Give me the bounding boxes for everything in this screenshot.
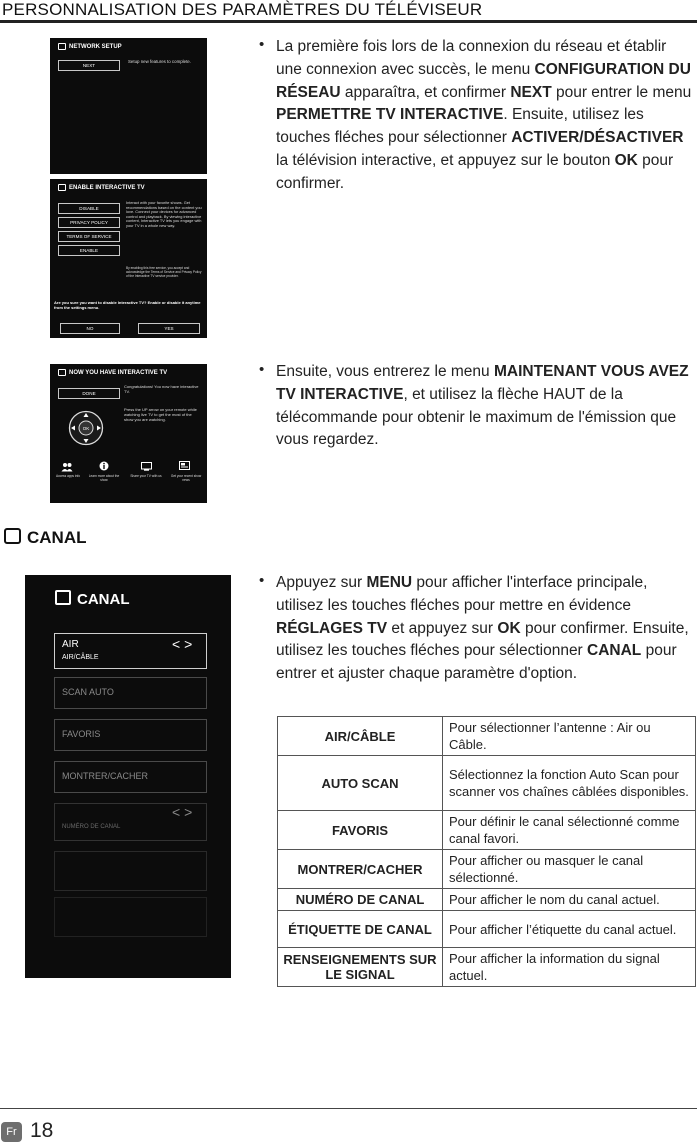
canal-options-table xyxy=(277,716,696,987)
canal-favoris-label: FAVORIS xyxy=(62,729,101,739)
canal-air-label: AIR xyxy=(62,639,79,650)
page-number: 18 xyxy=(30,1119,54,1142)
table-value: Pour afficher ou masquer le canal sélectionné. xyxy=(443,850,696,889)
table-value: Pour définir le canal sélectionné comme canal favori. xyxy=(443,811,696,850)
enable-interactive-title: ENABLE INTERACTIVE TV xyxy=(58,184,145,191)
canal-menu-screenshot xyxy=(25,575,231,978)
icon-label-access-apps: Access apps info xyxy=(55,474,81,478)
news-icon xyxy=(179,461,190,471)
canal-menu-title: CANAL xyxy=(55,590,130,608)
table-row xyxy=(278,850,696,889)
table-row xyxy=(278,889,696,911)
next-button: NEXT xyxy=(58,60,120,71)
table-key: AIR/CÂBLE xyxy=(278,717,443,756)
canal-favoris-row xyxy=(54,719,207,751)
terms-of-service-button: TERMS OF SERVICE xyxy=(58,231,120,242)
table-row xyxy=(278,756,696,811)
network-setup-title: NETWORK SETUP xyxy=(58,43,122,50)
bullet-3-paragraph: Appuyez sur MENU pour afficher l'interface principale, utilisez les touches fléches pour mettre en évidence RÉGLAGES TV et appuyez sur OK pour confirmer. Ensuite, utilisez les touches fléches pour sélectionner CANAL pour entrer et ajuster chaque paramètre d'option. xyxy=(276,574,689,683)
yes-button: YES xyxy=(138,323,200,334)
remote-dpad-icon xyxy=(68,410,104,446)
canal-numero-arrows: < > xyxy=(172,804,193,820)
menu-box-icon xyxy=(58,43,66,50)
bullet-2-marker: • xyxy=(259,361,265,378)
table-value: Pour afficher la information du signal actuel. xyxy=(443,948,696,987)
canal-numero-row xyxy=(54,803,207,841)
canal-montrer-label: MONTRER/CACHER xyxy=(62,771,149,781)
info-icon xyxy=(99,461,109,471)
table-value: Pour afficher l’étiquette du canal actuel. xyxy=(443,911,696,948)
table-key: FAVORIS xyxy=(278,811,443,850)
canal-scan-auto-label: SCAN AUTO xyxy=(62,687,114,697)
language-badge: Fr xyxy=(1,1122,22,1142)
canal-numero-label: NUMÉRO DE CANAL xyxy=(62,824,121,830)
disable-button: DISABLE xyxy=(58,203,120,214)
enable-interactive-screenshot xyxy=(50,179,207,338)
table-key: RENSEIGNEMENTS SUR LE SIGNAL xyxy=(278,948,443,987)
bullet-3-marker: • xyxy=(259,572,265,589)
privacy-policy-button: PRIVACY POLICY xyxy=(58,217,120,228)
canal-dim-row xyxy=(54,897,207,937)
menu-box-icon xyxy=(55,590,71,605)
dpad-ok-label: OK xyxy=(82,426,90,431)
table-key: ÉTIQUETTE DE CANAL xyxy=(278,911,443,948)
enable-interactive-text: Interact with your favorite shows. Get recommendations based on the content you love. Connect your devices for advanced control and playback. By viewing interactive content, Interactive TV lets you engage with your TV in a whole new way. xyxy=(126,200,202,228)
section-box-icon xyxy=(4,528,21,544)
table-key: MONTRER/CACHER xyxy=(278,850,443,889)
section-heading-canal: CANAL xyxy=(4,528,87,548)
enable-interactive-fine-print: By enabling this free service, you accept and acknowledge the Terms of Service and Privacy Policy of the Interactive TV service provider. xyxy=(126,266,202,278)
header-rule xyxy=(0,20,697,23)
icon-label-share-tv: Share your TV with us xyxy=(130,474,162,478)
table-row xyxy=(278,911,696,948)
bullet-1-paragraph: La première fois lors de la connexion du réseau et établir une connexion avec succès, le menu CONFIGURATION DU RÉSEAU apparaîtra, et confirmer NEXT pour entrer le menu PERMETTRE TV INTERACTIVE. Ensuite, utilisez les touches fléches pour sélectionner ACTIVER/DÉSACTIVER la télévision interactive, et appuyez sur le bouton OK pour confirmer. xyxy=(276,38,692,192)
done-button: DONE xyxy=(58,388,120,399)
table-key: AUTO SCAN xyxy=(278,756,443,811)
now-interactive-screenshot xyxy=(50,364,207,503)
now-interactive-text-2: Press the UP arrow on your remote while watching live TV to get the most of the show you are watching. xyxy=(124,407,197,422)
icon-label-learn-more: Learn more about the show xyxy=(88,474,120,482)
share-tv-icon xyxy=(141,462,152,471)
table-row xyxy=(278,811,696,850)
bullet-1-marker: • xyxy=(259,36,265,53)
table-key: NUMÉRO DE CANAL xyxy=(278,889,443,911)
now-interactive-text-1: Congratulations! You now have interactive TV. xyxy=(124,384,199,394)
canal-air-row xyxy=(54,633,207,669)
network-setup-text: Setup new features to complete. xyxy=(128,59,191,64)
table-value: Pour afficher le nom du canal actuel. xyxy=(443,889,696,911)
now-interactive-title: NOW YOU HAVE INTERACTIVE TV xyxy=(58,369,167,376)
canal-montrer-row xyxy=(54,761,207,793)
icon-label-recent-news: Get your recent show news xyxy=(170,474,202,482)
table-row xyxy=(278,948,696,987)
table-row xyxy=(278,717,696,756)
footer-rule xyxy=(0,1108,697,1109)
network-setup-screenshot xyxy=(50,38,207,174)
enable-button: ENABLE xyxy=(58,245,120,256)
no-button: NO xyxy=(60,323,120,334)
canal-dim-row xyxy=(54,851,207,891)
canal-air-arrows: < > xyxy=(172,636,193,652)
page-header-title: PERSONNALISATION DES PARAMÈTRES DU TÉLÉVISEUR xyxy=(2,0,483,19)
menu-box-icon xyxy=(58,184,66,191)
table-value: Sélectionnez la fonction Auto Scan pour scanner vos chaînes câblées disponibles. xyxy=(443,756,696,811)
people-icon xyxy=(61,462,73,472)
bullet-2-paragraph: Ensuite, vous entrerez le menu MAINTENANT VOUS AVEZ TV INTERACTIVE, et utilisez la flèche HAUT de la télécommande pour obtenir le maximum de l'émission que vous regardez. xyxy=(276,363,689,449)
menu-box-icon xyxy=(58,369,66,376)
table-value: Pour sélectionner l’antenne : Air ou Câble. xyxy=(443,717,696,756)
canal-scan-auto-row xyxy=(54,677,207,709)
disable-question-text: Are you sure you want to disable Interactive TV? Enable or disable it anytime from the settings menu. xyxy=(54,300,201,310)
canal-air-sub: AIR/CÂBLE xyxy=(62,654,99,661)
